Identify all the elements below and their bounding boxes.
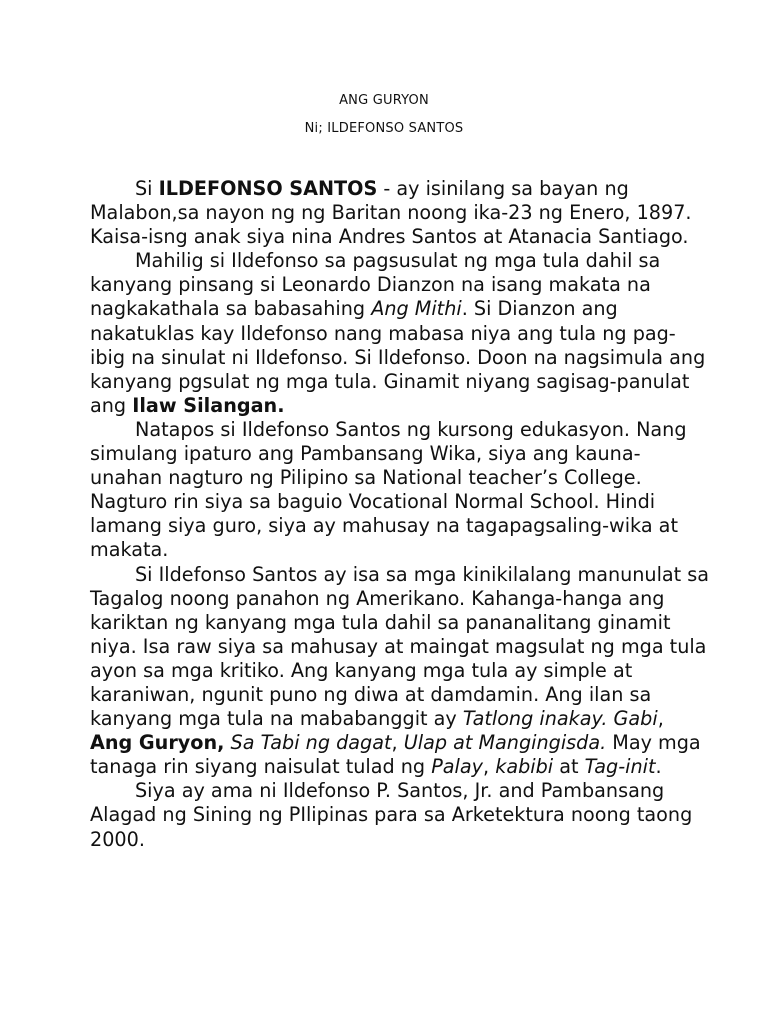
italic-text: Ang Mithi xyxy=(371,297,462,321)
bold-text: ILDEFONSO SANTOS xyxy=(158,177,378,200)
author-line: Ni; ILDEFONSO SANTOS xyxy=(304,121,464,136)
text-run: Natapos si Ildefonso Santos ng kursong edukasyon. Nang simulang ipaturo ang Pambansang Wika, siya ang kauna-unahan nagturo ng Pilipino sa National teacher’s College. Nagturo rin siya sa baguio Vocational Normal School. Hindi lamang siya guro, siya ay mahusay na tagapagsaling-wika at makata. xyxy=(90,417,687,562)
text-run: Mahilig si Ildefonso sa pagsusulat ng mga tula dahil sa kanyang pinsang si Leonardo Dianzon na isang makata na nagkakathala sa babasahing xyxy=(90,249,661,321)
italic-text: kabibi xyxy=(495,755,554,779)
paragraph xyxy=(90,418,710,563)
italic-text: Ulap at Mangingisda. xyxy=(403,731,607,755)
text-run: Siya ay ama ni Ildefonso P. Santos, Jr. and Pambansang Alagad ng Sining ng PIlipinas para sa Arketektura noong taong 2000. xyxy=(90,779,693,851)
paragraph xyxy=(90,249,710,418)
paragraph xyxy=(90,177,710,249)
paragraph xyxy=(90,779,710,851)
italic-text: Tag-init xyxy=(584,755,656,779)
italic-text: Palay xyxy=(431,755,483,779)
document-title: ANG GURYON xyxy=(339,93,429,108)
text-run: , xyxy=(657,707,664,731)
text-run: Si Ildefonso Santos ay isa sa mga kinikilalang manunulat sa Tagalog noong panahon ng Amerikano. Kahanga-hanga ang kariktan ng kanyang mga tula dahil sa pananalitang ginamit niya. Isa raw siya sa mahusay at maingat magsulat ng mga tula ayon sa mga kritiko. Ang kanyang mga tula ay simple at karaniwan, ngunit puno ng diwa at damdamin. Ang ilan sa kanyang mga tula na mababanggit ay xyxy=(90,562,710,731)
text-run: Si xyxy=(135,177,159,200)
text-run: , xyxy=(483,755,496,779)
bold-text: Ang Guryon, xyxy=(90,731,225,755)
text-run: May mga tanaga rin siyang naisulat tulad ng xyxy=(90,731,701,779)
text-run: . Si Dianzon ang nakatuklas kay Ildefonso nang mabasa niya ang tula ng pag-ibig na sinulat ni Ildefonso. Si Ildefonso. Doon na nagsimula ang kanyang pgsulat ng mga tula. Ginamit niyang sagisag-panulat ang xyxy=(90,297,706,417)
text-run: at xyxy=(553,755,585,779)
italic-text: Sa Tabi ng dagat xyxy=(230,731,392,755)
text-run: . xyxy=(655,755,662,779)
paragraph xyxy=(90,563,710,780)
bold-text: Ilaw Silangan. xyxy=(132,393,285,417)
text-run: - ay isinilang sa bayan ng Malabon,sa nayon ng ng Baritan noong ika-23 ng Enero, 1897. Kaisa-isng anak siya nina Andres Santos at Atanacia Santiago. xyxy=(90,177,692,249)
text-run: , xyxy=(391,731,404,755)
italic-text: Tatlong inakay. Gabi xyxy=(462,707,658,731)
document-body xyxy=(90,177,710,852)
